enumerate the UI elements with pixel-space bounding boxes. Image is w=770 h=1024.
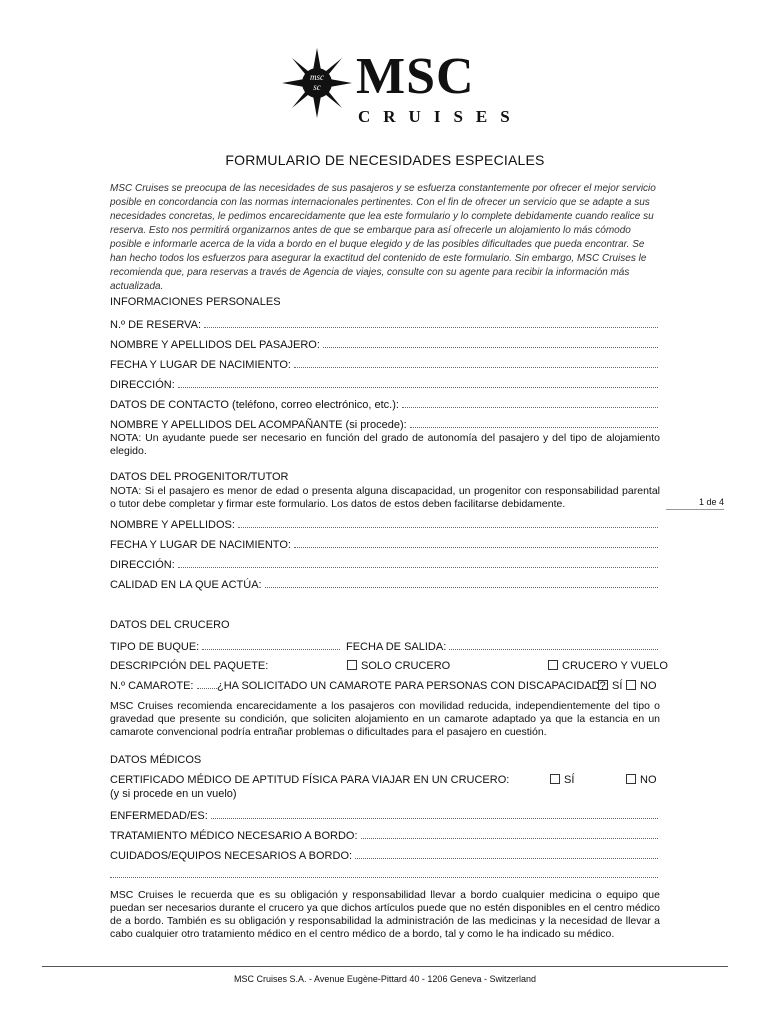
- medical-note: MSC Cruises le recuerda que es su obligación y responsabilidad llevar a bordo cualquier medicina o equipo que puedan ser necesarios durante el crucero ya que dichos artículos puede que no estén disponibles en el centro médico de a bordo. También es su obligación y responsabilidad la administración de las medicinas y la necesidad de llevar a cabo cualquier otro tratamiento médico en el centro médico de a bordo, tal y como le ha indicado su médico.: [110, 889, 660, 940]
- illness-label: ENFERMEDAD/ES:: [110, 810, 208, 822]
- passenger-name-field[interactable]: [110, 338, 658, 352]
- birth-field[interactable]: [110, 358, 658, 372]
- option-cruise-flight[interactable]: [548, 660, 668, 672]
- checkbox-accessible-yes[interactable]: [598, 680, 608, 690]
- treatment-label: TRATAMIENTO MÉDICO NECESARIO A BORDO:: [110, 830, 358, 842]
- guardian-name-input-line[interactable]: [238, 518, 658, 528]
- companion-label: NOMBRE Y APELLIDOS DEL ACOMPAÑANTE (si procede):: [110, 419, 407, 431]
- departure-label: FECHA DE SALIDA:: [346, 641, 447, 653]
- companion-field[interactable]: [110, 418, 658, 432]
- illness-field[interactable]: [110, 809, 658, 823]
- booking-label: N.º DE RESERVA:: [110, 319, 202, 331]
- birth-input-line[interactable]: [294, 358, 658, 368]
- guardian-address-field[interactable]: [110, 558, 658, 572]
- address-input-line[interactable]: [178, 378, 658, 388]
- ship-label: TIPO DE BUQUE:: [110, 641, 200, 653]
- passenger-name-input-line[interactable]: [323, 338, 658, 348]
- accessible-no[interactable]: [626, 680, 657, 692]
- guardian-name-field[interactable]: [110, 518, 658, 532]
- care-input-line[interactable]: [355, 849, 658, 859]
- form-title: FORMULARIO DE NECESIDADES ESPECIALES: [225, 152, 545, 168]
- msc-cruises-logo: [282, 42, 523, 126]
- guardian-capacity-label: CALIDAD EN LA QUE ACTÚA:: [110, 579, 262, 591]
- svg-text:sc: sc: [313, 82, 321, 92]
- departure-field[interactable]: [346, 640, 658, 654]
- guardian-birth-field[interactable]: [110, 538, 658, 552]
- care-label: CUIDADOS/EQUIPOS NECESARIOS A BORDO:: [110, 850, 353, 862]
- checkbox-cruise-flight[interactable]: [548, 660, 558, 670]
- guardian-birth-label: FECHA Y LUGAR DE NACIMIENTO:: [110, 539, 291, 551]
- emblem-text: msc: [310, 72, 324, 82]
- option-cruise-only[interactable]: [347, 660, 450, 672]
- extra-line[interactable]: [110, 868, 658, 878]
- footer-divider: [42, 966, 728, 967]
- guardian-birth-input-line[interactable]: [294, 538, 658, 548]
- checkbox-certificate-no[interactable]: [626, 774, 636, 784]
- guardian-address-label: DIRECCIÓN:: [110, 559, 175, 571]
- intro-paragraph: MSC Cruises se preocupa de las necesidades de sus pasajeros y se esfuerza constantemente por ofrecer el mejor servicio posible en concordancia con las normas internacionales pertinentes. Con el fin de ofrecer un servicio que se adapte a sus necesidades concretas, le pedimos encarecidamente que lea este formulario y lo complete debidamente cuando realice su reserva. Esto nos permitirá organizarnos antes de que se embarque para así ofrecerle un alojamiento lo más cómodo posible e informarle acerca de la vida a bordo en el buque elegido y de las posibles dificultades que pueda encontrar. Se han hecho todos los esfuerzos para asegurar la exactitud del contenido de este formulario. Sin embargo, MSC Cruises le recomienda que, para reservas a través de Agencia de viajes, consulte con su agente para recibir la información más actualizada.: [110, 183, 656, 292]
- care-field[interactable]: [110, 849, 658, 863]
- companion-input-line[interactable]: [410, 418, 658, 428]
- compass-rose-icon: [282, 48, 352, 118]
- illness-input-line[interactable]: [211, 809, 658, 819]
- accessible-yes[interactable]: [598, 680, 622, 692]
- certificate-yes[interactable]: [550, 774, 574, 786]
- accessible-no-label: NO: [640, 680, 657, 692]
- companion-note: NOTA: Un ayudante puede ser necesario en función del grado de autonomía del pasajero y del tipo de alojamiento elegido.: [110, 432, 660, 457]
- booking-input-line[interactable]: [204, 318, 658, 328]
- guardian-note: NOTA: Si el pasajero es menor de edad o presenta alguna discapacidad, un progenitor con responsabilidad parental o tutor debe completar y firmar este formulario. Los datos de estos deben facilitarse debidamente.: [110, 485, 660, 510]
- checkbox-accessible-no[interactable]: [626, 680, 636, 690]
- contact-input-line[interactable]: [402, 398, 658, 408]
- guardian-name-label: NOMBRE Y APELLIDOS:: [110, 519, 235, 531]
- treatment-input-line[interactable]: [361, 829, 658, 839]
- booking-field[interactable]: [110, 318, 658, 332]
- package-label: DESCRIPCIÓN DEL PAQUETE:: [110, 660, 269, 672]
- cabin-input-line[interactable]: [197, 688, 217, 689]
- treatment-field[interactable]: [110, 829, 658, 843]
- passenger-name-label: NOMBRE Y APELLIDOS DEL PASAJERO:: [110, 339, 320, 351]
- guardian-address-input-line[interactable]: [178, 558, 658, 568]
- contact-field[interactable]: [110, 398, 658, 412]
- option-cruise-only-label: SOLO CRUCERO: [361, 660, 451, 672]
- cabin-field[interactable]: [110, 680, 217, 692]
- option-cruise-flight-label: CRUCERO Y VUELO: [562, 660, 668, 672]
- guardian-capacity-field[interactable]: [110, 578, 658, 592]
- guardian-capacity-input-line[interactable]: [265, 578, 658, 588]
- brand-cruises: CRUISES: [358, 107, 523, 126]
- certificate-no[interactable]: [626, 774, 657, 786]
- footer-address: MSC Cruises S.A. - Avenue Eugène-Pittard 40 - 1206 Geneva - Switzerland: [234, 974, 536, 984]
- cabin-label: N.º CAMAROTE:: [110, 680, 194, 692]
- contact-label: DATOS DE CONTACTO (teléfono, correo electrónico, etc.):: [110, 399, 399, 411]
- page-indicator: 1 de 4: [666, 497, 724, 510]
- guardian-heading: DATOS DEL PROGENITOR/TUTOR: [110, 471, 289, 483]
- accessible-yes-label: SÍ: [612, 680, 623, 692]
- brand-msc: MSC: [356, 48, 475, 105]
- personal-heading: INFORMACIONES PERSONALES: [110, 296, 281, 308]
- certificate-label: CERTIFICADO MÉDICO DE APTITUD FÍSICA PARA VIAJAR EN UN CRUCERO:: [110, 774, 510, 786]
- checkbox-certificate-yes[interactable]: [550, 774, 560, 784]
- departure-input-line[interactable]: [449, 640, 658, 650]
- extra-input-line[interactable]: [110, 868, 658, 878]
- certificate-sublabel: (y si procede en un vuelo): [110, 788, 237, 800]
- cruise-heading: DATOS DEL CRUCERO: [110, 619, 230, 631]
- ship-input-line[interactable]: [202, 640, 340, 650]
- birth-label: FECHA Y LUGAR DE NACIMIENTO:: [110, 359, 291, 371]
- checkbox-cruise-only[interactable]: [347, 660, 357, 670]
- address-field[interactable]: [110, 378, 658, 392]
- cruise-note: MSC Cruises recomienda encarecidamente a los pasajeros con movilidad reducida, independientemente del tipo o gravedad que presente su condición, que soliciten alojamiento en un camarote adaptado ya que la estancia en un camarote convencional podría entrañar problemas o dificultades para el pasajero en cuestión.: [110, 700, 660, 738]
- certificate-yes-label: SÍ: [564, 774, 575, 786]
- ship-field[interactable]: [110, 640, 340, 654]
- certificate-no-label: NO: [640, 774, 657, 786]
- medical-heading: DATOS MÉDICOS: [110, 754, 202, 766]
- address-label: DIRECCIÓN:: [110, 379, 175, 391]
- accessible-cabin-question: ¿HA SOLICITADO UN CAMAROTE PARA PERSONAS CON DISCAPACIDAD?:: [217, 680, 609, 692]
